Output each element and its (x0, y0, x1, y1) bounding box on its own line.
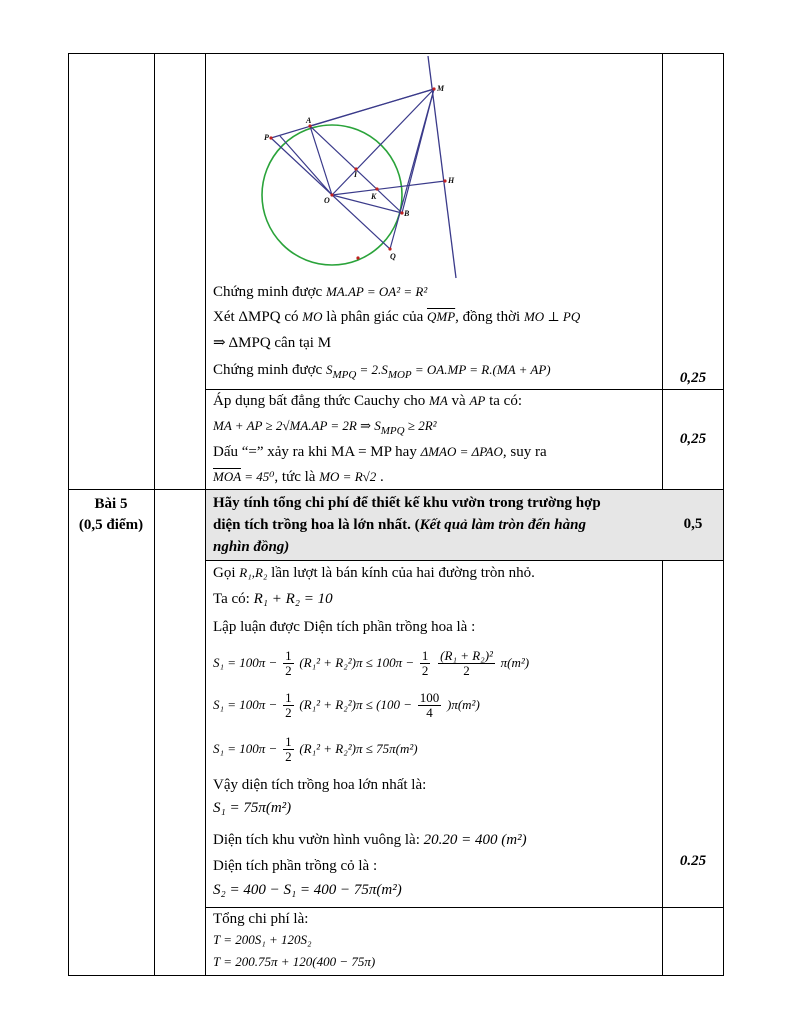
label-i: I (354, 170, 358, 179)
label-k: K (371, 192, 377, 201)
score-1: 0,25 (679, 370, 707, 386)
label-b: B (404, 209, 410, 218)
label-o: O (324, 196, 330, 205)
label-p: P (264, 133, 269, 142)
equation-1: S₁ = 100π − $\frac{1}{2}$ (R₁² + R₂²)π ≤ 100π − $\frac{1}{2}$ $\frac{\text{(R₁ + R₂)²}}{2}$ π(m²) (213, 648, 530, 679)
row-sep-4 (205, 907, 724, 908)
sol-line-4: Vậy diện tích trồng hoa lớn nhất là: (213, 777, 427, 793)
question-line-1: Hãy tính tổng chi phí để thiết kế khu vườn trong trường hợp (213, 495, 601, 511)
proof-line-1: Chứng minh được MA.AP = OA² = R² (213, 284, 428, 300)
cauchy-line-3: Dấu “=” xảy ra khi MA = MP hay ΔMAO = ΔPAO, suy ra (213, 444, 547, 460)
sol-line-3: Lập luận được Diện tích phần trồng hoa là : (213, 619, 476, 635)
question-line-2: diện tích trồng hoa là lớn nhất. (Kết quả làm tròn đến hàng (213, 517, 586, 533)
score-2: 0,25 (679, 431, 707, 447)
geometry-figure (240, 56, 480, 284)
label-a: A (306, 116, 312, 125)
sol-line-10: T = 200S₁ + 120S₂ (213, 932, 312, 947)
sol-line-2: Ta có: R₁ + R₂ = 10 (213, 591, 333, 607)
score-question: 0,5 (683, 516, 703, 532)
label-m: M (437, 84, 445, 93)
sol-line-9: Tổng chi phí là: (213, 911, 309, 927)
table-bottom-line (68, 975, 724, 976)
equation-2: S₁ = 100π − $\frac{1}{2}$ (R₁² + R₂²)π ≤ (100 − $\frac{100}{4}$ )π(m²) (213, 690, 480, 721)
sol-line-6: Diện tích khu vườn hình vuông là: 20.20 = 400 (m²) (213, 832, 527, 848)
row-sep-1 (205, 389, 724, 390)
proof-line-3: ⇒ ΔMPQ cân tại M (213, 335, 332, 351)
label-h: H (448, 176, 455, 185)
cauchy-line-4: $\overline{MOA} = 45^0$, tức là MO = R√2 . (213, 469, 384, 485)
sol-line-11: T = 200.75π + 120(400 − 75π) (213, 954, 376, 969)
sol-line-5: S₁ = 75π(m²) (213, 800, 292, 816)
cauchy-line-1: Áp dụng bất đẳng thức Cauchy cho MA và AP ta có: (213, 393, 522, 409)
table-border-right (723, 53, 724, 975)
sol-line-1: Gọi R₁,R₂ lần lượt là bán kính của hai đường tròn nhỏ. (213, 565, 535, 581)
proof-line-2: Xét ΔMPQ có MO là phân giác của $\overline{QMP}$, đồng thời MO ⊥ PQ (213, 309, 581, 325)
table-divider-1 (154, 53, 155, 975)
bai5-title: Bài 5 (94, 496, 128, 512)
sol-line-8: S₂ = 400 − S₁ = 400 − 75π(m²) (213, 882, 402, 898)
bai5-points: (0,5 điểm) (78, 517, 144, 533)
table-border-left (68, 53, 69, 975)
label-q: Q (390, 252, 396, 261)
question-line-3: nghìn đồng) (213, 539, 290, 555)
cauchy-line-2: MA + AP ≥ 2√MA.AP = 2R ⇒ $S_{MPQ} \ge 2R^2$ (213, 418, 437, 437)
row-sep-3 (205, 560, 724, 561)
score-3: 0.25 (679, 853, 707, 869)
proof-line-4: Chứng minh được $S_{MPQ} = 2.S_{MOP} = OA.MP = R.(MA + AP)$ (213, 362, 551, 381)
table-top-line (68, 53, 724, 54)
sol-line-7: Diện tích phần trồng cỏ là : (213, 858, 378, 874)
equation-3: S₁ = 100π − $\frac{1}{2}$ (R₁² + R₂²)π ≤ 75π(m²) (213, 734, 418, 765)
